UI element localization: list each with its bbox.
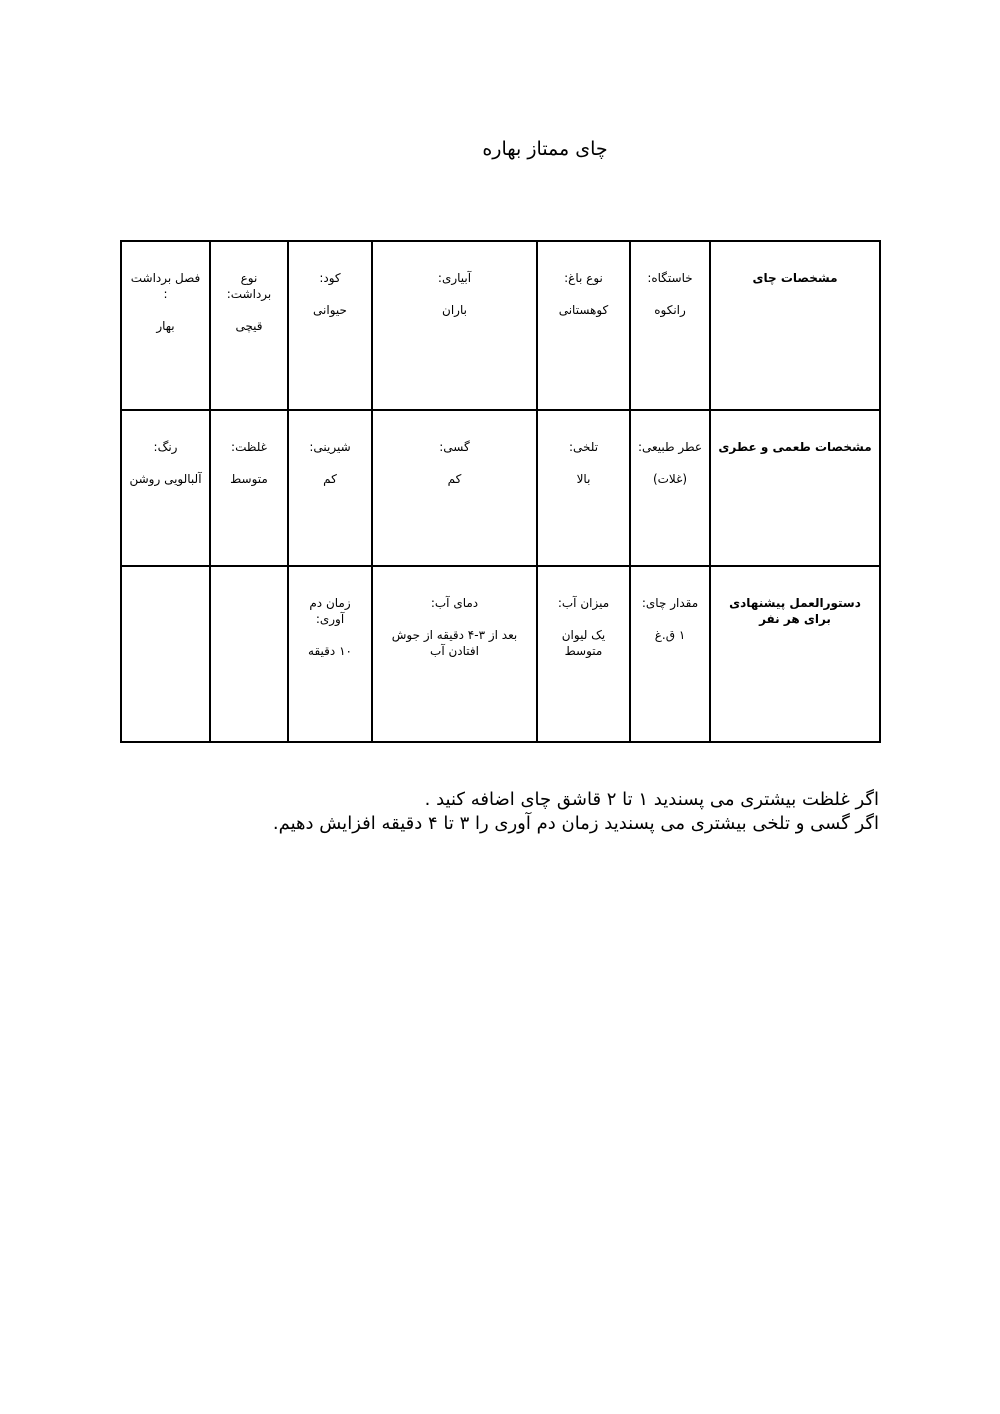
cell-label: شیرینی: [309,440,351,454]
table-row [121,566,880,742]
cell-label: زمان دم آوری: [309,596,351,626]
row-heading: مشخصات چای [710,241,880,410]
cell-value: آلبالویی روشن [129,472,202,486]
cell-label: کود: [319,271,341,285]
cell-value: بعد از ۳-۴ دقیقه از جوش افتادن آب [391,628,518,658]
cell-value: باران [442,303,467,317]
table-cell [288,241,372,410]
tea-spec-table [120,240,881,743]
cell-label: گسی: [439,440,470,454]
cell-label: خاستگاه: [647,271,693,285]
cell-value: کوهستانی [558,303,609,317]
table-cell [537,410,630,566]
cell-label: غلظت: [231,440,267,454]
table-cell [210,241,288,410]
note-line: اگر غلظت بیشتری می پسندید ۱ تا ۲ قاشق چای اضافه کنید . [424,789,879,810]
cell-value: (غلات) [652,472,688,486]
cell-label: نوع باغ: [564,271,603,285]
table-cell [288,566,372,742]
cell-value: بالا [576,472,591,486]
cell-value: کم [323,472,337,486]
cell-label: دمای آب: [430,596,479,610]
table-row [121,241,880,410]
row-heading: مشخصات طعمی و عطری [710,410,880,566]
cell-label: تلخی: [568,440,599,454]
cell-label: رنگ: [153,440,178,454]
cell-value: حیوانی [313,303,347,317]
cell-value: ۱ ق.غ [654,628,686,642]
table-cell [210,566,288,742]
cell-label: فصل برداشت : [130,271,201,301]
cell-value: ۱۰ دقیقه [308,644,352,658]
cell-value: بهار [156,319,175,333]
table-cell [537,566,630,742]
table-cell [630,566,710,742]
notes [120,788,879,836]
row-heading: دستورالعمل پیشنهادی برای هر نفر [710,566,880,742]
cell-value: قیچی [235,319,263,333]
page-title: چای ممتاز بهاره [482,138,608,160]
cell-value: یک لیوان متوسط [561,628,606,658]
table-cell [121,566,210,742]
cell-label: میزان آب: [557,596,610,610]
table-cell [372,410,537,566]
cell-value: متوسط [230,472,268,486]
cell-value: کم [447,472,462,486]
table-cell [630,241,710,410]
cell-label: نوع برداشت: [226,271,272,301]
table-cell [121,241,210,410]
table-cell [372,241,537,410]
cell-label: مقدار چای: [641,596,699,610]
table-cell [372,566,537,742]
note-line: اگر گسی و تلخی بیشتری می پسندید زمان دم آوری را ۳ تا ۴ دقیقه افزایش دهیم. [272,813,879,834]
table-cell [630,410,710,566]
table-cell [288,410,372,566]
cell-label: عطر طبیعی: [637,440,703,454]
table-cell [121,410,210,566]
table-cell [537,241,630,410]
table-row [121,410,880,566]
cell-value: رانکوه [654,303,686,317]
table-cell [210,410,288,566]
cell-label: آبیاری: [437,271,472,285]
